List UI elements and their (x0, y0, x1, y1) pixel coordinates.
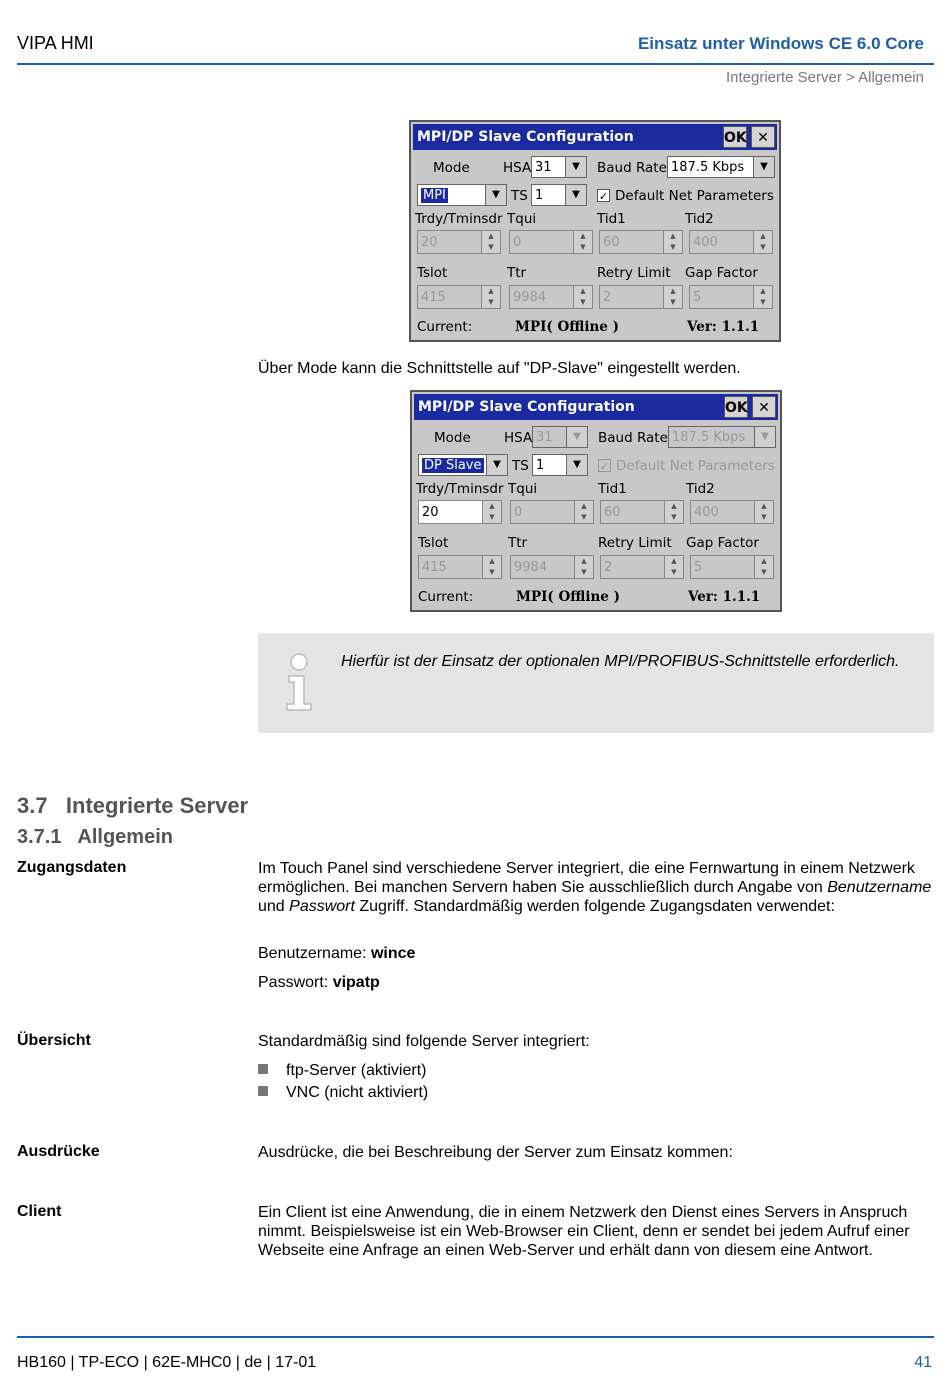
mode-instruction: Über Mode kann die Schnittstelle auf "DP-Slave" eingestellt werden. (258, 360, 741, 377)
ok-button[interactable]: OK (724, 396, 748, 418)
current-status: MPI( Offline ) (515, 319, 619, 335)
zugangsdaten-label: Zugangsdaten (17, 859, 127, 876)
arrow-down-icon[interactable]: ▼ (489, 513, 495, 521)
tid1-label: Tid1 (598, 481, 627, 497)
password-value: vipatp (332, 974, 380, 991)
ts-value: 1 (536, 458, 545, 473)
baud-rate-value: 187.5 Kbps (671, 160, 745, 175)
hsa-select[interactable] (532, 426, 588, 448)
uebersicht-label: Übersicht (17, 1032, 91, 1049)
tqui-value: 0 (513, 235, 522, 250)
tqui-label: Tqui (507, 211, 537, 227)
uebersicht-intro: Standardmäßig sind folgende Server integriert: (258, 1033, 590, 1050)
tslot-value: 415 (422, 560, 447, 575)
client-label: Client (17, 1203, 62, 1220)
default-net-label: Default Net Parameters (616, 458, 775, 474)
baud-rate-label: Baud Rate (598, 430, 668, 446)
arrow-down-icon[interactable]: ▼ (488, 298, 494, 306)
trdy-value: 20 (421, 235, 438, 250)
gap-factor-spinner[interactable] (689, 285, 773, 309)
tqui-label: Tqui (508, 481, 538, 497)
tqui-value: 0 (514, 505, 523, 520)
tid2-value: 400 (693, 235, 718, 250)
mode-select[interactable] (418, 454, 508, 476)
tid2-spinner[interactable] (690, 500, 774, 524)
arrow-up-icon[interactable]: ▲ (671, 557, 677, 565)
tid2-spinner[interactable] (689, 230, 773, 254)
mode-value: DP Slave (424, 458, 482, 473)
ts-label: TS (511, 188, 528, 204)
trdy-spinner[interactable] (417, 230, 501, 254)
hsa-value: 31 (536, 430, 553, 445)
tslot-spinner[interactable] (417, 285, 501, 309)
tqui-spinner[interactable] (510, 500, 594, 524)
tid2-label: Tid2 (685, 211, 714, 227)
chevron-down-icon: ▼ (565, 157, 586, 177)
chapter-title: Einsatz unter Windows CE 6.0 Core (637, 34, 924, 53)
arrow-down-icon[interactable]: ▼ (760, 298, 766, 306)
arrow-down-icon[interactable]: ▼ (580, 243, 586, 251)
retry-limit-label: Retry Limit (597, 265, 671, 281)
ttr-label: Ttr (508, 535, 528, 551)
hsa-select[interactable] (531, 156, 587, 178)
baud-rate-select[interactable] (668, 426, 776, 448)
client-text: Ein Client ist eine Anwendung, die in einem Netzwerk den Dienst eines Servers in Anspruch nimmt. Beispielsweise ist ein Web-Browser ein Client, denn er sendet bei jedem Aufruf einer Webseite eine Anfrage an einen Web-Server und erhält dann von diesem eine Antwort. (258, 1204, 910, 1259)
chevron-down-icon: ▼ (485, 185, 506, 205)
ttr-spinner[interactable] (509, 285, 593, 309)
gap-factor-value: 5 (694, 560, 703, 575)
ausdruecke-text: Ausdrücke, die bei Beschreibung der Server zum Einsatz kommen: (258, 1144, 733, 1161)
tslot-value: 415 (421, 290, 446, 305)
arrow-down-icon[interactable]: ▼ (581, 568, 587, 576)
retry-limit-label: Retry Limit (598, 535, 672, 551)
current-label: Current: (418, 589, 474, 605)
list-item (258, 1083, 938, 1102)
page-number: 41 (914, 1354, 932, 1371)
gap-factor-spinner[interactable] (690, 555, 774, 579)
ttr-spinner[interactable] (510, 555, 594, 579)
current-label: Current: (417, 319, 473, 335)
arrow-down-icon[interactable]: ▼ (671, 513, 677, 521)
arrow-up-icon[interactable]: ▲ (670, 287, 676, 295)
username-term: Benutzername (827, 879, 932, 896)
ausdruecke-label: Ausdrücke (17, 1143, 100, 1160)
arrow-up-icon[interactable]: ▲ (671, 502, 677, 510)
ts-select[interactable] (532, 454, 588, 476)
username-value: wince (370, 945, 416, 962)
tid2-label: Tid2 (686, 481, 715, 497)
dialog-titlebar (413, 124, 777, 150)
footer-doc-id: HB160 | TP-ECO | 62E-MHC0 | de | 17-01 (17, 1354, 317, 1371)
arrow-down-icon[interactable]: ▼ (489, 568, 495, 576)
header-title: VIPA HMI (17, 33, 94, 53)
tid1-label: Tid1 (597, 211, 626, 227)
arrow-down-icon[interactable]: ▼ (488, 243, 494, 251)
default-net-label: Default Net Parameters (615, 188, 774, 204)
arrow-down-icon[interactable]: ▼ (580, 298, 586, 306)
arrow-down-icon[interactable]: ▼ (761, 568, 767, 576)
arrow-up-icon[interactable]: ▲ (580, 232, 586, 240)
default-net-checkbox[interactable]: ✓ (599, 460, 610, 473)
dialog-titlebar (414, 394, 778, 420)
arrow-up-icon[interactable]: ▲ (761, 502, 767, 510)
note-text: Hierfür ist der Einsatz der optionalen MPI/PROFIBUS-Schnittstelle erforderlich. (341, 653, 900, 670)
password-line (258, 973, 938, 992)
arrow-down-icon[interactable]: ▼ (581, 513, 587, 521)
arrow-up-icon[interactable]: ▲ (670, 232, 676, 240)
gap-factor-label: Gap Factor (685, 265, 758, 281)
breadcrumb: Integrierte Server > Allgemein (725, 69, 924, 86)
ts-label: TS (512, 458, 529, 474)
arrow-up-icon[interactable]: ▲ (581, 502, 587, 510)
ttr-label: Ttr (507, 265, 527, 281)
version-label: Ver: 1.1.1 (688, 589, 761, 605)
default-net-checkbox[interactable]: ✓ (598, 190, 609, 203)
mode-value: MPI (423, 188, 446, 203)
baud-rate-select[interactable] (667, 156, 775, 178)
text-run: Zugriff. Standardmäßig werden folgende Zugangsdaten verwendet: (354, 898, 835, 915)
chevron-down-icon: ▼ (754, 427, 775, 447)
list-item (258, 1061, 938, 1080)
bullet-icon (258, 1086, 268, 1096)
arrow-up-icon[interactable]: ▲ (760, 232, 766, 240)
tqui-spinner[interactable] (509, 230, 593, 254)
mode-label: Mode (434, 430, 471, 446)
section-heading: 3.7 Integrierte Server (17, 793, 249, 818)
text-run: Im Touch Panel sind verschiedene Server integriert, die eine Fernwartung in einem Netzwerk ermöglichen. Bei manchen Servern haben Sie ausschließlich durch Angabe von (258, 860, 915, 896)
tid1-spinner[interactable] (600, 500, 684, 524)
mpi-config-dialog-1 (409, 120, 781, 342)
zugangsdaten-text (258, 859, 938, 916)
chevron-down-icon: ▼ (565, 185, 586, 205)
gap-factor-value: 5 (693, 290, 702, 305)
list-item-text: ftp-Server (aktiviert) (286, 1062, 427, 1079)
retry-limit-spinner[interactable] (600, 555, 684, 579)
hsa-label: HSA (503, 160, 532, 176)
info-icon (282, 652, 316, 712)
ttr-value: 9984 (514, 560, 548, 575)
dialog-title: MPI/DP Slave Configuration (418, 399, 635, 415)
hsa-value: 31 (535, 160, 552, 175)
close-button[interactable]: ✕ (751, 126, 775, 148)
arrow-up-icon[interactable]: ▲ (760, 287, 766, 295)
tid1-spinner[interactable] (599, 230, 683, 254)
ts-value: 1 (535, 188, 544, 203)
arrow-up-icon[interactable]: ▲ (488, 232, 494, 240)
arrow-up-icon[interactable]: ▲ (488, 287, 494, 295)
close-button[interactable]: ✕ (752, 396, 776, 418)
arrow-down-icon[interactable]: ▼ (670, 298, 676, 306)
gap-factor-label: Gap Factor (686, 535, 759, 551)
chevron-down-icon: ▼ (486, 455, 507, 475)
chevron-down-icon: ▼ (566, 427, 587, 447)
arrow-up-icon[interactable]: ▲ (761, 557, 767, 565)
username-line (258, 944, 938, 963)
arrow-down-icon[interactable]: ▼ (761, 513, 767, 521)
ok-button[interactable]: OK (723, 126, 747, 148)
hsa-label: HSA (504, 430, 533, 446)
note-box (258, 633, 934, 733)
mode-label: Mode (433, 160, 470, 176)
arrow-up-icon[interactable]: ▲ (489, 557, 495, 565)
password-term: Passwort (289, 898, 355, 915)
arrow-up-icon[interactable]: ▲ (489, 502, 495, 510)
chevron-down-icon: ▼ (753, 157, 774, 177)
ttr-value: 9984 (513, 290, 547, 305)
tslot-label: Tslot (417, 265, 448, 281)
tid1-value: 60 (604, 505, 621, 520)
dialog-title: MPI/DP Slave Configuration (417, 129, 634, 145)
password-label: Passwort: (258, 974, 333, 991)
arrow-up-icon[interactable]: ▲ (580, 287, 586, 295)
current-status: MPI( Offline ) (516, 589, 620, 605)
arrow-down-icon[interactable]: ▼ (760, 243, 766, 251)
baud-rate-label: Baud Rate (597, 160, 667, 176)
retry-limit-value: 2 (603, 290, 612, 305)
chevron-down-icon: ▼ (566, 455, 587, 475)
mode-select[interactable] (417, 184, 507, 206)
tid1-value: 60 (603, 235, 620, 250)
ts-select[interactable] (531, 184, 587, 206)
version-label: Ver: 1.1.1 (687, 319, 760, 335)
baud-rate-value: 187.5 Kbps (672, 430, 746, 445)
trdy-value: 20 (422, 505, 439, 520)
tslot-label: Tslot (418, 535, 449, 551)
username-label: Benutzername: (258, 945, 371, 962)
trdy-spinner[interactable] (418, 500, 502, 524)
arrow-down-icon[interactable]: ▼ (671, 568, 677, 576)
text-run: und (258, 898, 290, 915)
list-item-text: VNC (nicht aktiviert) (286, 1084, 429, 1101)
trdy-label: Trdy/Tminsdr (415, 211, 503, 227)
tslot-spinner[interactable] (418, 555, 502, 579)
retry-limit-spinner[interactable] (599, 285, 683, 309)
retry-limit-value: 2 (604, 560, 613, 575)
tid2-value: 400 (694, 505, 719, 520)
trdy-label: Trdy/Tminsdr (416, 481, 504, 497)
mpi-config-dialog-2 (410, 390, 782, 612)
header-divider (17, 63, 934, 65)
arrow-up-icon[interactable]: ▲ (581, 557, 587, 565)
subsection-heading: 3.7.1 Allgemein (17, 826, 173, 848)
arrow-down-icon[interactable]: ▼ (670, 243, 676, 251)
footer-divider (17, 1336, 934, 1338)
bullet-icon (258, 1064, 268, 1074)
